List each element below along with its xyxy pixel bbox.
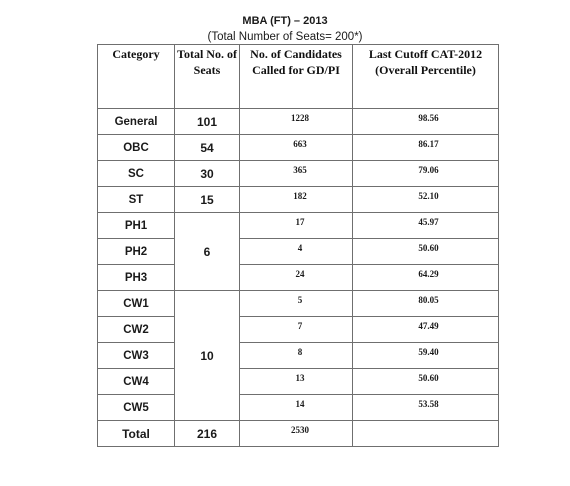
table-row: [98, 239, 499, 265]
table-row: [98, 187, 499, 213]
cell-category: CW4: [98, 369, 175, 395]
cell-category: CW5: [98, 395, 175, 421]
cell-cutoff: 59.40: [353, 343, 499, 369]
header-total-seats: Total No. of Seats: [175, 45, 240, 109]
cell-cutoff: 98.56: [353, 109, 499, 135]
cell-category: SC: [98, 161, 175, 187]
cell-cutoff: 53.58: [353, 395, 499, 421]
cell-category: PH1: [98, 213, 175, 239]
table-row: [98, 369, 499, 395]
cell-cutoff: 79.06: [353, 161, 499, 187]
document-subtitle: (Total Number of Seats= 200*): [207, 31, 363, 43]
cell-category: PH3: [98, 265, 175, 291]
table-row: [98, 317, 499, 343]
header-cutoff: Last Cutoff CAT-2012 (Overall Percentile): [353, 45, 499, 109]
table-row: [98, 135, 499, 161]
header-category: Category: [98, 45, 175, 109]
cell-cutoff: 86.17: [353, 135, 499, 161]
cell-candidates: 24: [240, 265, 353, 291]
cell-seats: 15: [175, 187, 240, 213]
table-row: [98, 213, 499, 239]
cell-cutoff: 52.10: [353, 187, 499, 213]
cell-cutoff: 50.60: [353, 369, 499, 395]
cell-category: General: [98, 109, 175, 135]
header-candidates: No. of Candidates Called for GD/PI: [240, 45, 353, 109]
cell-category: CW2: [98, 317, 175, 343]
cell-category: OBC: [98, 135, 175, 161]
cell-seats-ph-group: 6: [175, 213, 240, 291]
cell-cutoff: 50.60: [353, 239, 499, 265]
cell-total-cutoff: [353, 421, 499, 447]
cell-total-label: Total: [98, 421, 175, 447]
cell-seats-cw-group: 10: [175, 291, 240, 421]
cell-cutoff: 47.49: [353, 317, 499, 343]
document-title: MBA (FT) – 2013: [242, 15, 328, 27]
cell-candidates: 17: [240, 213, 353, 239]
cell-candidates: 5: [240, 291, 353, 317]
cell-seats: 54: [175, 135, 240, 161]
cell-cutoff: 80.05: [353, 291, 499, 317]
table-row: [98, 291, 499, 317]
table-row: [98, 265, 499, 291]
cell-category: CW1: [98, 291, 175, 317]
cell-candidates: 8: [240, 343, 353, 369]
cell-candidates: 13: [240, 369, 353, 395]
cell-total-candidates: 2530: [240, 421, 353, 447]
table-total-row: [98, 421, 499, 447]
cell-candidates: 14: [240, 395, 353, 421]
cell-cutoff: 64.29: [353, 265, 499, 291]
cell-total-seats: 216: [175, 421, 240, 447]
cell-candidates: 7: [240, 317, 353, 343]
cell-cutoff: 45.97: [353, 213, 499, 239]
cell-candidates: 663: [240, 135, 353, 161]
cell-seats: 30: [175, 161, 240, 187]
cell-candidates: 4: [240, 239, 353, 265]
seats-table: [97, 44, 499, 447]
table-header-row: [98, 45, 499, 109]
table-row: [98, 395, 499, 421]
cell-seats: 101: [175, 109, 240, 135]
cell-candidates: 182: [240, 187, 353, 213]
table-row: [98, 343, 499, 369]
cell-category: PH2: [98, 239, 175, 265]
cell-candidates: 365: [240, 161, 353, 187]
table-row: [98, 109, 499, 135]
cell-candidates: 1228: [240, 109, 353, 135]
cell-category: CW3: [98, 343, 175, 369]
cell-category: ST: [98, 187, 175, 213]
table-row: [98, 161, 499, 187]
